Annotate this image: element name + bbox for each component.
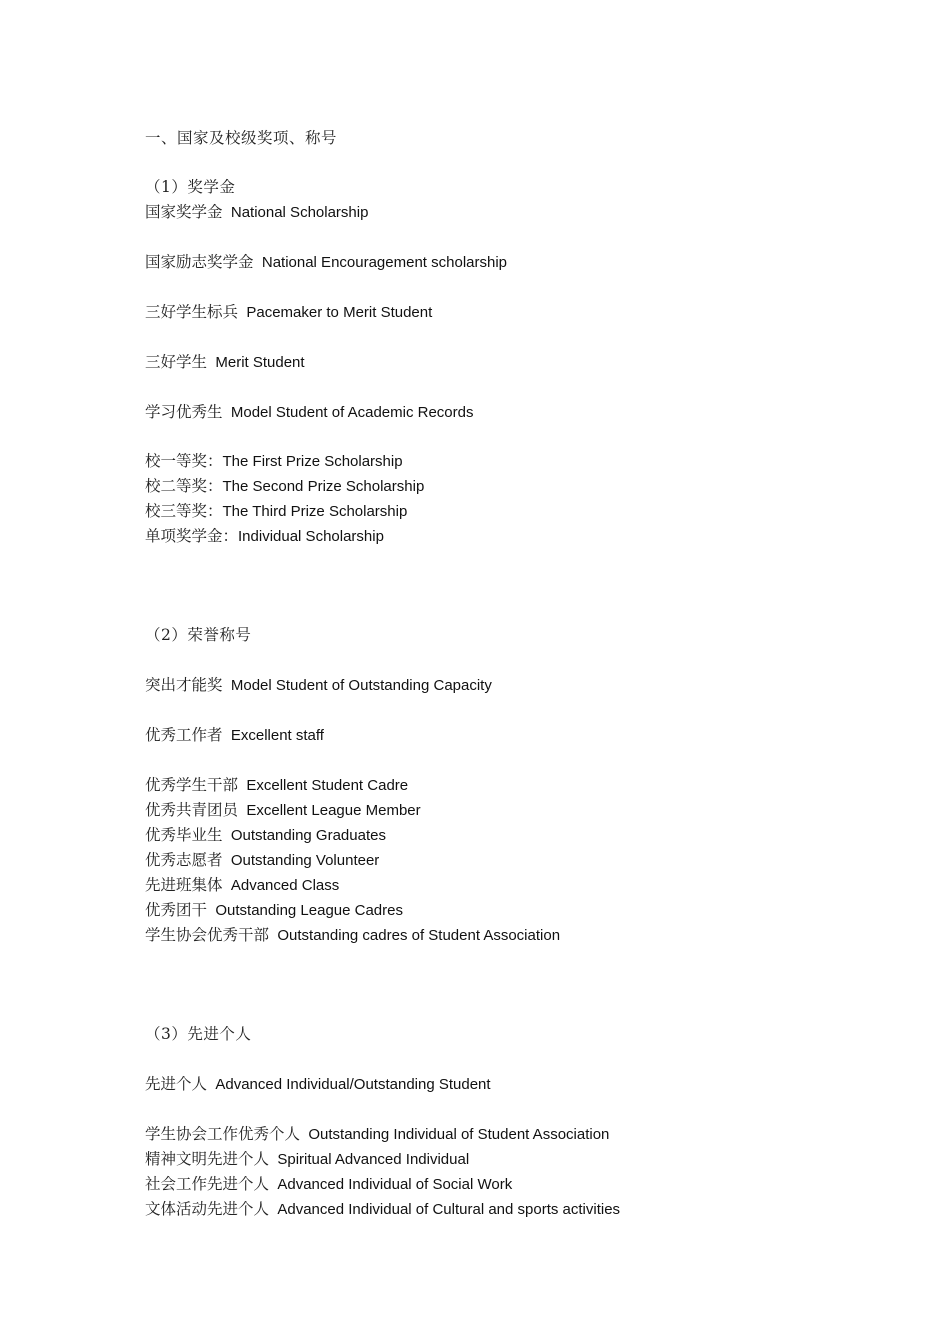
list-item: 优秀学生干部 Excellent Student Cadre [145, 776, 409, 794]
list-item: 优秀毕业生 Outstanding Graduates [145, 826, 386, 844]
list-item: 校一等奖：The First Prize Scholarship [145, 452, 403, 470]
section-heading-advanced-individuals: （3）先进个人 [145, 1025, 252, 1043]
list-item: 精神文明先进个人 Spiritual Advanced Individual [145, 1150, 470, 1168]
document-title: 一、国家及校级奖项、称号 [145, 129, 338, 147]
list-item: 社会工作先进个人 Advanced Individual of Social Work [145, 1175, 513, 1193]
list-item: 学习优秀生 Model Student of Academic Records [145, 403, 474, 421]
list-item: 单项奖学金：Individual Scholarship [145, 527, 384, 545]
list-item: 学生协会工作优秀个人 Outstanding Individual of Student Association [145, 1125, 610, 1143]
list-item: 优秀工作者 Excellent staff [145, 726, 324, 744]
list-item: 校三等奖：The Third Prize Scholarship [145, 502, 408, 520]
list-item: 先进个人 Advanced Individual/Outstanding Student [145, 1075, 491, 1093]
list-item: 三好学生 Merit Student [145, 353, 305, 371]
list-item: 先进班集体 Advanced Class [145, 876, 340, 894]
list-item: 优秀共青团员 Excellent League Member [145, 801, 421, 819]
section-heading-honorary-titles: （2）荣誉称号 [145, 626, 252, 644]
list-item: 校二等奖：The Second Prize Scholarship [145, 477, 425, 495]
list-item: 三好学生标兵 Pacemaker to Merit Student [145, 303, 433, 321]
list-item: 国家奖学金 National Scholarship [145, 203, 369, 221]
list-item: 国家励志奖学金 National Encouragement scholarship [145, 253, 508, 271]
list-item: 突出才能奖 Model Student of Outstanding Capacity [145, 676, 492, 694]
list-item: 学生协会优秀干部 Outstanding cadres of Student Association [145, 926, 561, 944]
list-item: 优秀志愿者 Outstanding Volunteer [145, 851, 380, 869]
list-item: 优秀团干 Outstanding League Cadres [145, 901, 403, 919]
list-item: 文体活动先进个人 Advanced Individual of Cultural and sports activities [145, 1200, 621, 1218]
section-heading-scholarships: （1）奖学金 [145, 178, 236, 196]
